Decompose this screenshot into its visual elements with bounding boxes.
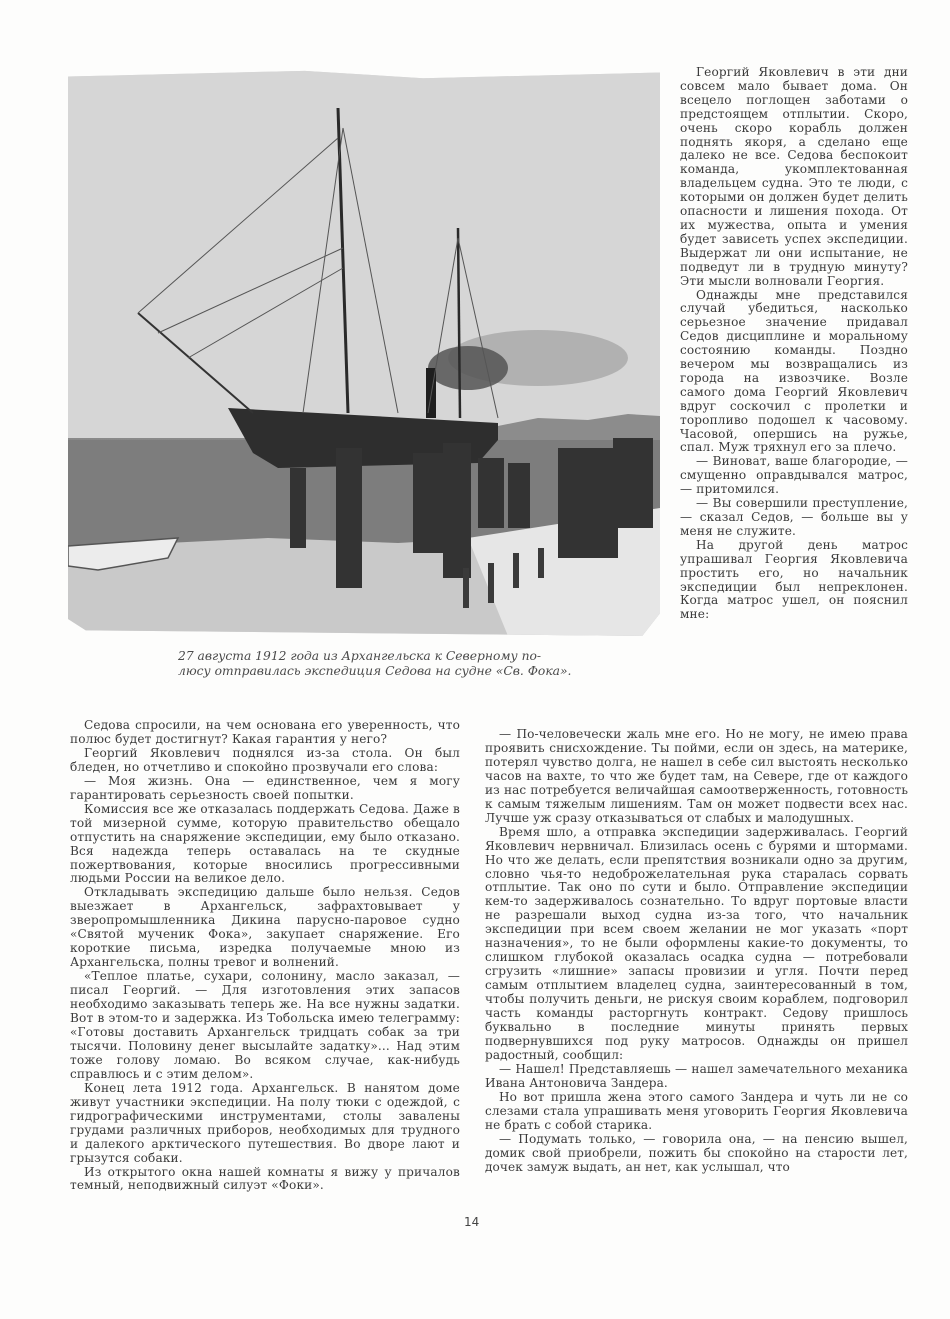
paragraph: Георгий Яковлевич поднялся из-за стола. Он был бледен, но отчетливо и спокойно прозвучали его слова: [70, 745, 460, 774]
paragraph: — Виноват, ваше благородие, — смущенно оправдывался матрос, — притомился. [680, 454, 908, 497]
paragraph: Георгий Яковлевич в эти дни совсем мало бывает дома. Он всецело поглощен заботами о предстоящем отплытии. Скоро, очень скоро корабль должен поднять якоря, а сделано еще далеко не все. Седова беспокоит команда, укомплектованная владельцем судна. Это те люди, с которыми он должен будет делить опасности и лишения похода. От их мужества, опыта и умения будет зависеть успех экспедиции. Выдержат ли они испытание, не подведут ли в трудную минуту? Эти мысли волновали Георгия. [680, 65, 908, 288]
person [336, 448, 362, 588]
person [558, 448, 618, 558]
paragraph: Седова спросили, на чем основана его уверенность, что полюс будет достигнут? Какая гарантия у него? [70, 718, 460, 746]
person [508, 463, 530, 528]
paragraph: — Нашел! Представляешь — нашел замечательного механика Ивана Антоновича Зандера. [485, 1061, 908, 1090]
paragraph: Комиссия все же отказалась поддержать Седова. Даже в той мизерной сумме, которую правительство обещало отпустить на снаряжение экспедиции, ему было отказано. Вся надежда теперь оставалась на те скудные пожертвования, которые вносились прогрессивными людьми России на великое дело. [70, 801, 460, 886]
paragraph: Но вот пришла жена этого самого Зандера и чуть ли не со слезами стала упрашивать меня уговорить Георгия Яковлевича не брать с собой старика. [485, 1089, 908, 1132]
paragraph: На другой день матрос упрашивал Георгия Яковлевича простить его, но начальник экспедиции был непреклонен. Когда матрос ушел, он пояснил мне: [680, 537, 908, 622]
paragraph: Откладывать экспедицию дальше было нельзя. Седов выезжает в Архангельск, зафрахтовывает у зверопромышленника Дикина парусно-паровое судно «Святой мученик Фока», закупает снаряжение. Его короткие письма, изредка получаемые мною из Архангельска, полны тревог и волнений. [70, 885, 460, 970]
illustration-caption [178, 649, 618, 679]
paragraph: Из открытого окна нашей комнаты я вижу у причалов темный, неподвижный силуэт «Фоки». [70, 1164, 460, 1193]
person [443, 443, 471, 578]
paragraph: Конец лета 1912 года. Архангельск. В нанятом доме живут участники экспедиции. На полу тюки с одеждой, с гидрографическими инструментами, столы завалены грудами различных приборов, необходимых для трудного и далекого арктического путешествия. Во дворе лают и грызутся собаки. [70, 1080, 460, 1165]
left-text-column [70, 719, 460, 1193]
paragraph: Однажды мне представился случай убедиться, насколько серьезное значение придавал Седов дисциплине и моральному состоянию команды. Поздно вечером мы возвращались из города на извозчике. Возле самого дома Георгий Яковлевич вдруг соскочил с пролетки и торопливо подошел к часовому. Часовой, опершись на ружье, спал. Муж тряхнул его за плечо. [680, 287, 908, 455]
person [290, 468, 306, 548]
person [613, 438, 653, 528]
caption-line: 27 августа 1912 года из Архангельска к Северному по- [178, 649, 542, 663]
smoke-dark [428, 346, 508, 390]
person [478, 458, 504, 528]
caption-line: люсу отправилась экспедиция Седова на судне «Св. Фока». [178, 664, 572, 678]
page-number: 14 [464, 1215, 480, 1229]
right-text-column [680, 66, 908, 622]
paragraph: Время шло, а отправка экспедиции задерживалась. Георгий Яковлевич нервничал. Близилась осень с бурями и штормами. Но что же делать, если препятствия возникали одно за другим, словно чья-то недоброжелательная рука старалась сорвать отплытие. Так оно по сути и было. Отправление экспедиции кем-то задерживалось сознательно. То вдруг портовые власти не разрешали выход судна из-за того, что начальник экспедиции при всем своем желании не мог указать «порт назначения», то не были оформлены какие-то документы, то слишком глубокой оказалась осадка судна — потребовали сгрузить «лишние» запасы провизии и угля. Почти перед самым отплытием владелец судна, заинтересованный в том, чтобы получить деньги, не рискуя своим кораблем, подговорил часть команды расторгнуть контракт. Седову пришлось буквально в последние минуты принять первых подвернувшихся под руку матросов. Однажды он пришел радостный, сообщил: [485, 824, 908, 1062]
paragraph: — Вы совершили преступление, — сказал Седов, — больше вы у меня не служите. [680, 496, 908, 538]
paragraph: «Теплое платье, сухари, солонину, масло заказал, — писал Георгий. — Для изготовления этих запасов необходимо заказывать теперь же. На все нужны задатки. Вот в этом-то и задержка. Из Тобольска имею телеграмму: «Готовы доставить Архангельск тридцать собак за три тысячи. Половину денег высылайте задатку»... Над этим тоже голову ломаю. Во всяком случае, как-нибудь справлюсь и с этим делом». [70, 969, 460, 1081]
paragraph: — По-человечески жаль мне его. Но не могу, не имею права проявить снисхождение. Ты пойми, если он здесь, на материке, потерял чувство долга, не нашел в себе сил выстоять несколько часов на вахте, то что же будет там, на Севере, где от каждого из нас потребуется величайшая самоотверженность, готовность к самым тяжелым лишениям. Там он может подвести всех нас. Лучше уж сразу отказываться от слабых и малодушных. [485, 727, 908, 825]
paragraph: — Подумать только, — говорила она, — на пенсию вышел, домик свой приобрели, пожить бы спокойно на старости лет, дочек замуж выдать, ан нет, как услышал, что [485, 1131, 908, 1174]
middle-text-column [485, 728, 908, 1175]
ship-illustration [68, 68, 660, 636]
ship-drawing [68, 68, 660, 636]
paragraph: — Моя жизнь. Она — единственное, чем я могу гарантировать серьезность своей попытки. [70, 773, 460, 802]
person [413, 453, 443, 553]
